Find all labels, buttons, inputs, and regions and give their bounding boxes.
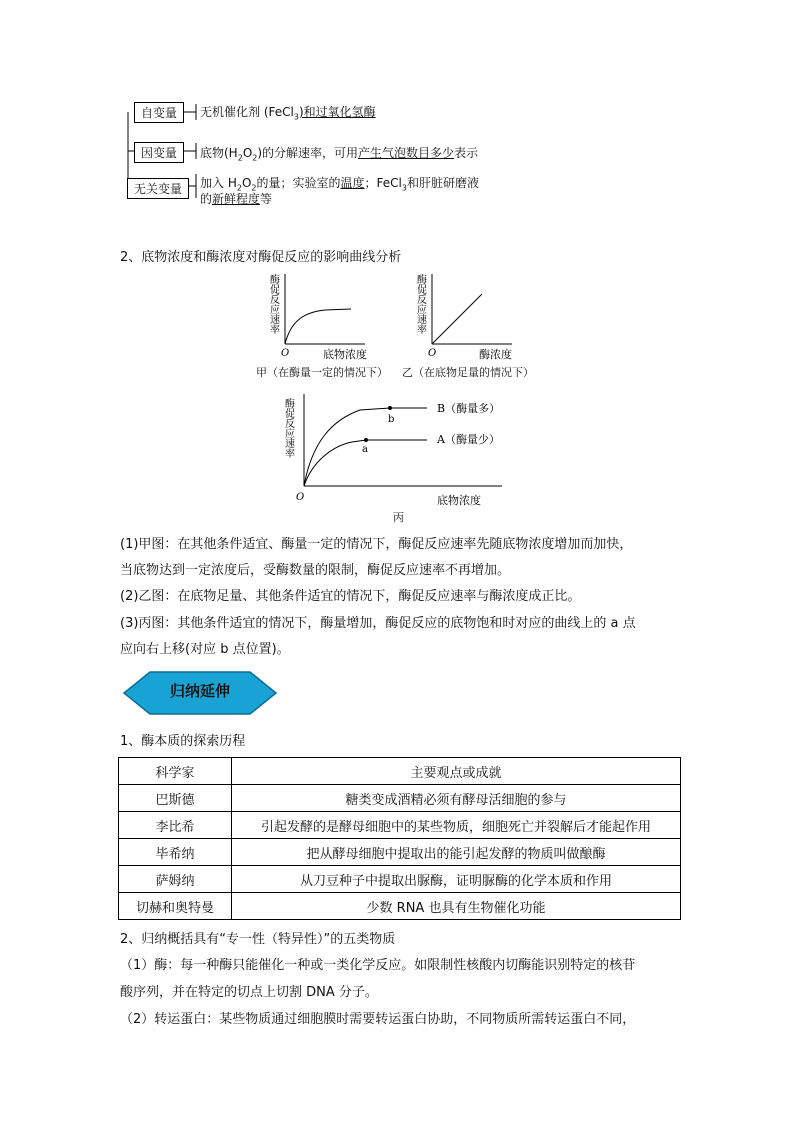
table-header-row <box>119 758 681 785</box>
jia-caption: 甲（在酶量一定的情况下） <box>256 366 388 379</box>
explanation-3b: 应向右上移(对应 b 点位置)。 <box>120 642 290 657</box>
specificity-1b: 酸序列，并在特定的切点上切割 DNA 分子。 <box>120 985 378 1000</box>
specificity-1a: （1）酶：每一种酶只能催化一种或一类化学反应。如限制性核酸内切酶能识别特定的核苷 <box>120 958 636 973</box>
bing-point-a <box>364 438 368 442</box>
scientist-cell: 李比希 <box>119 812 232 839</box>
history-table <box>118 757 681 920</box>
scientist-cell: 切赫和奥特曼 <box>119 893 232 920</box>
yi-xlabel: 酶浓度 <box>479 348 512 361</box>
scientist-cell: 巴斯德 <box>119 785 232 812</box>
table-row <box>119 785 681 812</box>
achievement-cell: 引起发酵的是酵母细胞中的某些物质，细胞死亡并裂解后才能起作用 <box>232 812 681 839</box>
independent-variable-text: 无机催化剂 (FeCl$_3$)和过氧化氢酶 <box>200 105 376 122</box>
bing-xlabel: 底物浓度 <box>437 494 481 507</box>
history-title: 1、酶本质的探索历程 <box>120 734 246 749</box>
dependent-variable-text: 底物$(H_2O_2)$的分解速率，可用产生气泡数目多少表示 <box>200 146 479 163</box>
banner-text: 归纳延伸 <box>169 682 230 700</box>
table-row <box>119 866 681 893</box>
section2-title: 2、底物浓度和酶浓度对酶促反应的影响曲线分析 <box>120 250 402 265</box>
header-scientist: 科学家 <box>119 758 232 785</box>
yi-line <box>432 294 482 344</box>
explanation-1b: 当底物达到一定浓度后，受酶数量的限制，酶促反应速率不再增加。 <box>120 563 511 578</box>
jia-curve <box>285 309 351 344</box>
table-row <box>119 839 681 866</box>
bing-point-b <box>388 406 392 410</box>
explanation-1a: (1)甲图：在其他条件适宜、酶量一定的情况下，酶促反应速率先随底物浓度增加而加快， <box>120 537 633 552</box>
header-achievement: 主要观点或成就 <box>232 758 681 785</box>
dependent-variable-box: 因变量 <box>134 142 184 163</box>
independent-variable-box: 自变量 <box>134 102 184 123</box>
achievement-cell: 糖类变成酒精必须有酵母活细胞的参与 <box>232 785 681 812</box>
table-row <box>119 812 681 839</box>
jia-xlabel: 底物浓度 <box>323 348 367 361</box>
bing-curve-b-label: B（酶量多） <box>437 402 501 415</box>
explanation-3a: (3)丙图：其他条件适宜的情况下，酶量增加，酶促反应的底物饱和时对应的曲线上的 a 点 <box>120 616 636 631</box>
scientist-cell: 萨姆纳 <box>119 866 232 893</box>
yi-origin: O <box>428 348 437 359</box>
chart-bing <box>282 392 522 512</box>
specificity-title: 2、归纳概括具有“专一性（特异性）”的五类物质 <box>120 932 396 947</box>
bing-ylabel: 酶促反应速率 <box>282 398 294 458</box>
irrelevant-variable-text-line2: 的新鲜程度等 <box>200 192 273 206</box>
table-row <box>119 893 681 920</box>
achievement-cell: 把从酵母细胞中提取出的能引起发酵的物质叫做酿酶 <box>232 839 681 866</box>
achievement-cell: 少数 RNA 也具有生物催化功能 <box>232 893 681 920</box>
yi-caption: 乙（在底物足量的情况下） <box>402 366 534 379</box>
irrelevant-variable-box: 无关变量 <box>127 178 189 199</box>
bing-origin: O <box>296 492 305 503</box>
yi-ylabel: 酶促反应速率 <box>414 274 426 334</box>
bing-caption: 丙 <box>393 511 404 524</box>
bing-point-b-label: b <box>388 414 395 425</box>
achievement-cell: 从刀豆种子中提取出脲酶，证明脲酶的化学本质和作用 <box>232 866 681 893</box>
jia-ylabel: 酶促反应速率 <box>267 274 279 334</box>
bing-point-a-label: a <box>362 444 368 455</box>
jia-origin: O <box>281 348 290 359</box>
scientist-cell: 毕希纳 <box>119 839 232 866</box>
explanation-2: (2)乙图：在底物足量、其他条件适宜的情况下，酶促反应速率与酶浓度成正比。 <box>120 589 581 604</box>
specificity-2: （2）转运蛋白：某些物质通过细胞膜时需要转运蛋白协助，不同物质所需转运蛋白不同， <box>120 1012 636 1027</box>
irrelevant-variable-text-line1: 加入 $H_2O_2$的量；实验室的温度；FeCl$_3$和肝脏研磨液 <box>200 176 479 193</box>
bing-curve-a-label: A（酶量少） <box>437 433 500 446</box>
